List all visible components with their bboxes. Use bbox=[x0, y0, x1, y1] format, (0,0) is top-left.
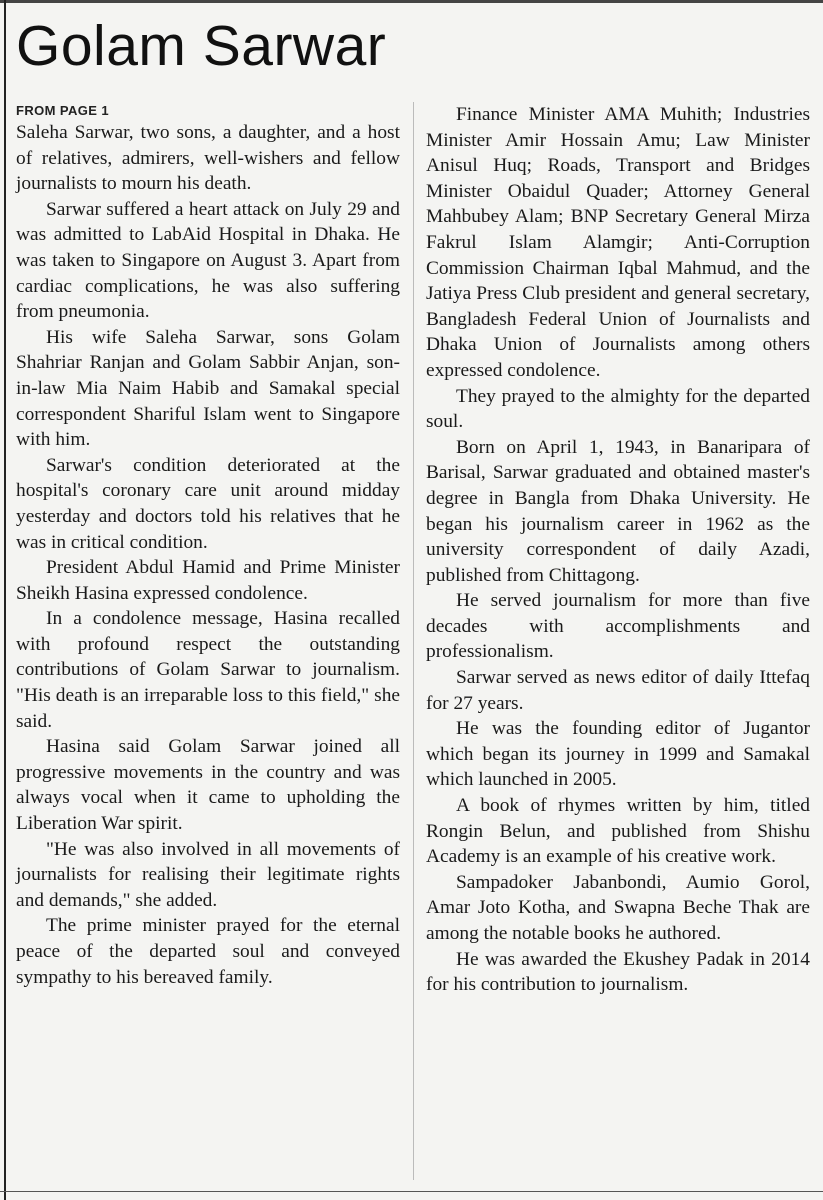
paragraph: A book of rhymes written by him, titled Rongin Belun, and published from Shishu Academy is an example of his creative work. bbox=[426, 795, 810, 868]
paragraph: Born on April 1, 1943, in Banaripara of Barisal, Sarwar graduated and obtained master's degree in Bangla from Dhaka University. He began his journalism career in 1962 as the university correspondent of daily Azadi, published from Chittagong. bbox=[426, 436, 810, 586]
kicker: FROM PAGE 1 bbox=[16, 103, 110, 118]
paragraph: Sarwar suffered a heart attack on July 29 and was admitted to LabAid Hospital in Dhaka. He was taken to Singapore on August 3. Apart from cardiac complications, he was also suffering from pneumonia. bbox=[16, 198, 400, 323]
paragraph: "He was also involved in all movements of journalists for realising their legitimate rights and demands," she added. bbox=[16, 838, 400, 911]
paragraph: Finance Minister AMA Muhith; Industries Minister Amir Hossain Amu; Law Minister Anisul Huq; Roads, Transport and Bridges Minister Obaidul Quader; Attorney General Mahbubey Alam; BNP Secretary General Mirza Fakrul Islam Alamgir; Anti-Corruption Commission Chairman Iqbal Mahmud, and the Jatiya Press Club president and general secretary, Bangladesh Federal Union of Journalists and Dhaka Union of Journalists among others expressed condolence. bbox=[426, 104, 810, 381]
paragraph: The prime minister prayed for the eternal peace of the departed soul and conveyed sympathy to his bereaved family. bbox=[16, 915, 400, 988]
headline: Golam Sarwar bbox=[16, 14, 387, 78]
top-border bbox=[0, 0, 823, 3]
bottom-rule bbox=[0, 1191, 823, 1192]
left-border bbox=[4, 0, 6, 1200]
paragraph: His wife Saleha Sarwar, sons Golam Shahriar Ranjan and Golam Sabbir Anjan, son-in-law Mia Naim Habib and Samakal special correspondent Shariful Islam went to Singapore with him. bbox=[16, 326, 400, 451]
paragraph: Sarwar served as news editor of daily Ittefaq for 27 years. bbox=[426, 667, 810, 714]
paragraph: He served journalism for more than five decades with accomplishments and professionalism. bbox=[426, 590, 810, 663]
paragraph: President Abdul Hamid and Prime Minister Sheikh Hasina expressed condolence. bbox=[16, 557, 400, 604]
paragraph: Hasina said Golam Sarwar joined all progressive movements in the country and was always vocal when it came to upholding the Liberation War spirit. bbox=[16, 736, 400, 835]
paragraph: Saleha Sarwar, two sons, a daughter, and a host of relatives, admirers, well-wishers and fellow journalists to mourn his death. bbox=[16, 122, 400, 195]
right-column bbox=[426, 102, 810, 998]
paragraph: He was awarded the Ekushey Padak in 2014 for his contribution to journalism. bbox=[426, 948, 810, 996]
paragraph: In a condolence message, Hasina recalled with profound respect the outstanding contributions of Golam Sarwar to journalism. "His death is an irreparable loss to this field," she said. bbox=[16, 608, 400, 732]
left-column bbox=[16, 102, 400, 990]
paragraph: He was the founding editor of Jugantor which began its journey in 1999 and Samakal which launched in 2005. bbox=[426, 718, 810, 791]
paragraph: Sarwar's condition deteriorated at the hospital's coronary care unit around midday yesterday and doctors told his relatives that he was in critical condition. bbox=[16, 454, 400, 553]
paragraph: Sampadoker Jabanbondi, Aumio Gorol, Amar Joto Kotha, and Swapna Beche Thak are among the notable books he authored. bbox=[426, 871, 810, 944]
paragraph: They prayed to the almighty for the departed soul. bbox=[426, 385, 810, 433]
column-divider bbox=[413, 102, 414, 1180]
